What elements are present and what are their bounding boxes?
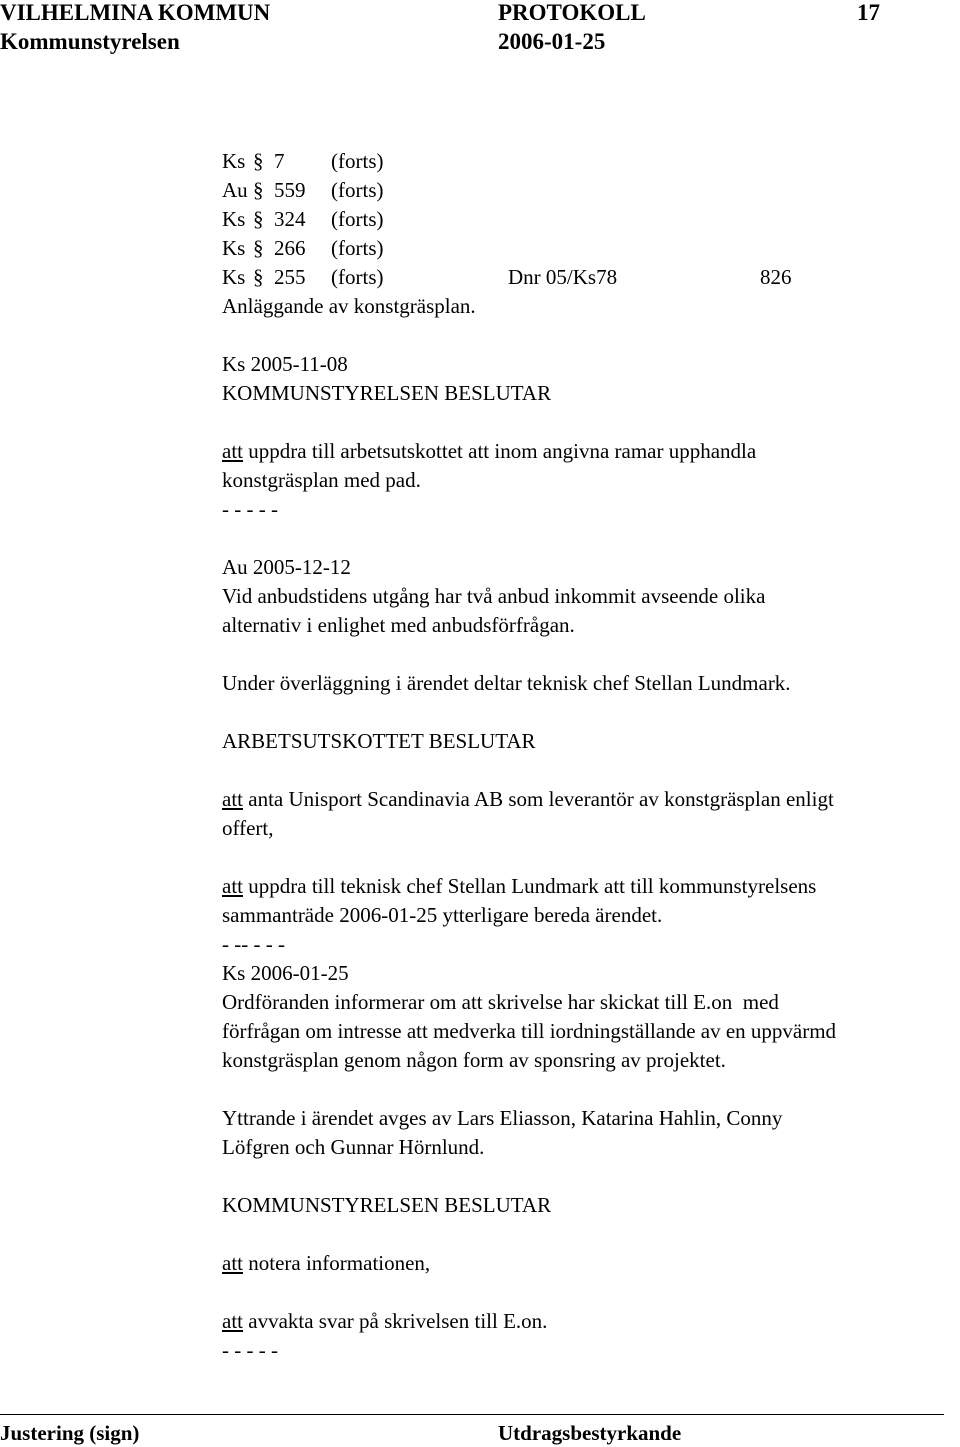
att-word: att xyxy=(222,1309,243,1333)
header-page-number: 17 xyxy=(857,0,880,25)
au-2005-text-2: alternativ i enlighet med anbudsförfrågan. xyxy=(222,613,575,637)
reference-note: (forts) xyxy=(331,236,384,260)
ks-2006-text-3: konstgräsplan genom någon form av sponsring av projektet. xyxy=(222,1048,726,1072)
separator: - - - - - xyxy=(222,1338,278,1362)
au-2005-date: Au 2005-12-12 xyxy=(222,555,351,579)
decision-text: avvakta svar på skrivelsen till E.on. xyxy=(243,1309,548,1333)
au-2005-text-1: Vid anbudstidens utgång har två anbud inkommit avseende olika xyxy=(222,584,766,608)
section-sign: § xyxy=(253,207,264,231)
au-2005-decision-1 xyxy=(222,786,834,812)
reference-type: Ks xyxy=(222,149,246,173)
au-2005-text-3: Under överläggning i ärendet deltar teknisk chef Stellan Lundmark. xyxy=(222,671,791,695)
ks-2006-decision-heading: KOMMUNSTYRELSEN BESLUTAR xyxy=(222,1193,552,1217)
reference-note: (forts) xyxy=(331,265,384,289)
decision-text: notera informationen, xyxy=(243,1251,431,1275)
ks-2006-decision-1 xyxy=(222,1250,430,1276)
separator: - - - - - xyxy=(222,497,278,521)
section-sign: § xyxy=(253,149,264,173)
att-word: att xyxy=(222,874,243,898)
reference-type: Au xyxy=(222,178,248,202)
separator: - -- - - - xyxy=(222,932,285,956)
ks-2006-text-2: förfrågan om intresse att medverka till iordningställande av en uppvärmd xyxy=(222,1019,837,1043)
reference-type: Ks xyxy=(222,207,246,231)
att-word: att xyxy=(222,1251,243,1275)
reference-number: 324 xyxy=(274,207,306,231)
footer-divider xyxy=(0,1414,944,1415)
reference-number: 7 xyxy=(274,149,285,173)
header-doc-type: PROTOKOLL xyxy=(498,0,646,25)
au-2005-decision-2 xyxy=(222,873,816,899)
att-word: att xyxy=(222,439,243,463)
header-body: Kommunstyrelsen xyxy=(0,29,180,54)
decision-text: uppdra till teknisk chef Stellan Lundmark att till kommunstyrelsens xyxy=(243,874,817,898)
ks-2005-decision-heading: KOMMUNSTYRELSEN BESLUTAR xyxy=(222,381,552,405)
section-sign: § xyxy=(253,178,264,202)
reference-code: 826 xyxy=(760,265,792,289)
reference-note: (forts) xyxy=(331,149,384,173)
reference-number: 266 xyxy=(274,236,306,260)
reference-note: (forts) xyxy=(331,178,384,202)
subject-title: Anläggande av konstgräsplan. xyxy=(222,294,476,318)
reference-dnr: Dnr 05/Ks78 xyxy=(508,265,618,289)
ks-2006-text-1: Ordföranden informerar om att skrivelse har skickat till E.on med xyxy=(222,990,779,1014)
footer-utdragsbestyrkande: Utdragsbestyrkande xyxy=(498,1421,682,1445)
ks-2005-decision-1 xyxy=(222,438,756,464)
ks-2006-decision-2 xyxy=(222,1308,547,1334)
decision-text: anta Unisport Scandinavia AB som leverantör av konstgräsplan enligt xyxy=(243,787,834,811)
reference-number: 255 xyxy=(274,265,306,289)
au-2005-decision-1-cont: offert, xyxy=(222,816,274,840)
au-2005-decision-2-cont: sammanträde 2006-01-25 ytterligare bereda ärendet. xyxy=(222,903,663,927)
header-org: VILHELMINA KOMMUN xyxy=(0,0,271,25)
footer-justering: Justering (sign) xyxy=(0,1421,140,1445)
ks-2006-date: Ks 2006-01-25 xyxy=(222,961,349,985)
ks-2006-text-5: Löfgren och Gunnar Hörnlund. xyxy=(222,1135,485,1159)
ks-2005-date: Ks 2005-11-08 xyxy=(222,352,348,376)
ks-2006-text-4: Yttrande i ärendet avges av Lars Eliasson, Katarina Hahlin, Conny xyxy=(222,1106,783,1130)
reference-type: Ks xyxy=(222,265,246,289)
reference-type: Ks xyxy=(222,236,246,260)
reference-note: (forts) xyxy=(331,207,384,231)
att-word: att xyxy=(222,787,243,811)
au-2005-decision-heading: ARBETSUTSKOTTET BESLUTAR xyxy=(222,729,536,753)
reference-number: 559 xyxy=(274,178,306,202)
header-date: 2006-01-25 xyxy=(498,29,606,54)
ks-2005-decision-1-cont: konstgräsplan med pad. xyxy=(222,468,421,492)
section-sign: § xyxy=(253,236,264,260)
decision-text: uppdra till arbetsutskottet att inom angivna ramar upphandla xyxy=(243,439,757,463)
section-sign: § xyxy=(253,265,264,289)
